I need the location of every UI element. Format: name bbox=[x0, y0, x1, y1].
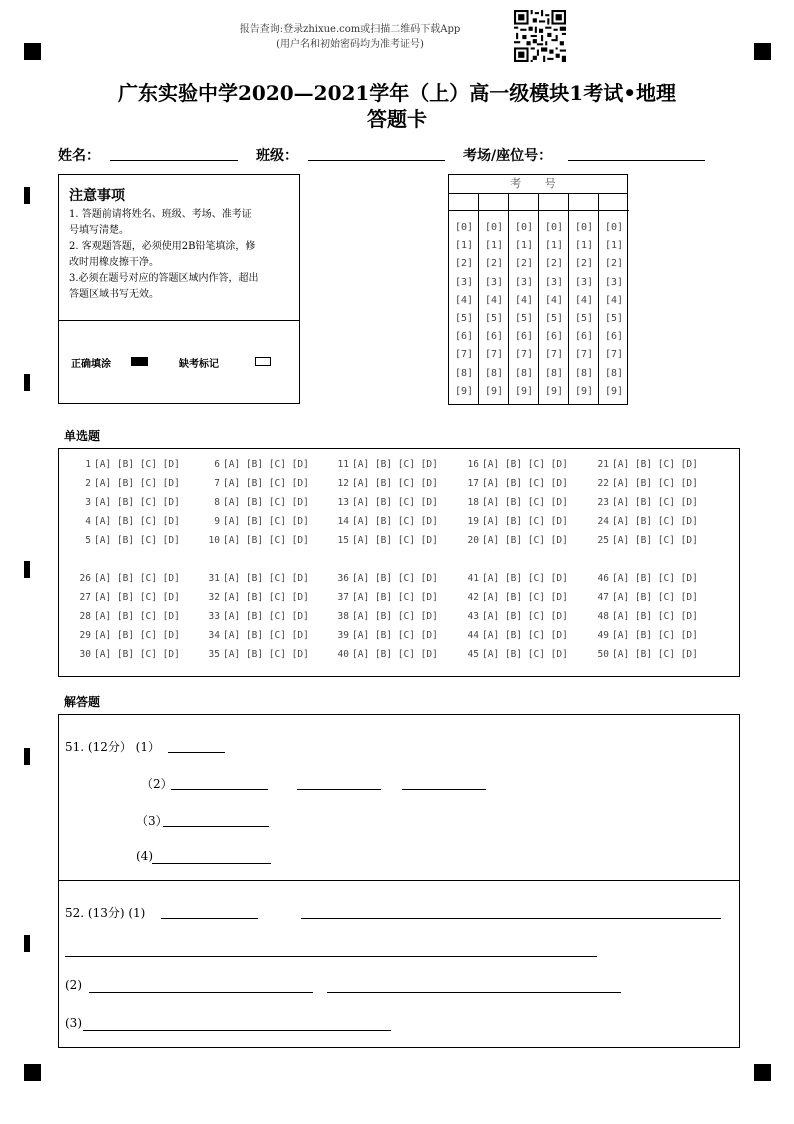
corner-marker-bottom-right bbox=[754, 1064, 771, 1081]
mc-question-number: 10 bbox=[208, 535, 220, 546]
notice-item: 3.必须在题号对应的答题区域内作答，超出 bbox=[69, 273, 259, 284]
notice-heading: 注意事项 bbox=[69, 188, 125, 204]
exam-id-bubble[interactable]: [3] bbox=[514, 276, 534, 288]
mc-options[interactable]: [A] [B] [C] [D] bbox=[352, 516, 438, 527]
mc-question[interactable] bbox=[593, 497, 698, 508]
mc-question-number: 12 bbox=[337, 478, 349, 489]
mc-options[interactable]: [A] [B] [C] [D] bbox=[223, 478, 309, 489]
notice-divider bbox=[59, 320, 299, 321]
mc-question[interactable] bbox=[333, 573, 438, 584]
mc-options[interactable]: [A] [B] [C] [D] bbox=[482, 630, 568, 641]
exam-id-bubble[interactable]: [1] bbox=[514, 240, 534, 252]
q51-2a-answer-line[interactable] bbox=[171, 788, 268, 790]
mc-question-number: 32 bbox=[208, 592, 220, 603]
page-title: 广东实验中学2020—2021学年（上）高一级模块1考试•地理 bbox=[117, 81, 677, 105]
mc-options[interactable]: [A] [B] [C] [D] bbox=[94, 535, 180, 546]
mc-question-number: 44 bbox=[467, 630, 479, 641]
report-note bbox=[200, 22, 500, 52]
class-field[interactable] bbox=[308, 159, 445, 161]
mc-options[interactable]: [A] [B] [C] [D] bbox=[612, 497, 698, 508]
mc-question[interactable] bbox=[204, 459, 309, 470]
exam-id-bubble[interactable]: [5] bbox=[604, 313, 624, 325]
mc-question[interactable] bbox=[204, 497, 309, 508]
mc-question-number: 29 bbox=[79, 630, 91, 641]
mc-options[interactable]: [A] [B] [C] [D] bbox=[352, 649, 438, 660]
q51-4-label: (4) bbox=[136, 849, 153, 863]
exam-id-bubble[interactable]: [7] bbox=[574, 349, 594, 361]
exam-id-bubble[interactable]: [5] bbox=[484, 313, 504, 325]
mc-question[interactable] bbox=[75, 592, 180, 603]
mc-question[interactable] bbox=[204, 630, 309, 641]
mc-options[interactable]: [A] [B] [C] [D] bbox=[94, 478, 180, 489]
mc-question[interactable] bbox=[204, 478, 309, 489]
mc-question[interactable] bbox=[593, 630, 698, 641]
mc-question[interactable] bbox=[593, 649, 698, 660]
mc-question[interactable] bbox=[75, 478, 180, 489]
mc-options[interactable]: [A] [B] [C] [D] bbox=[94, 459, 180, 470]
exam-id-bubble[interactable]: [9] bbox=[484, 385, 504, 397]
mc-question[interactable] bbox=[333, 459, 438, 470]
corner-marker-bottom-left bbox=[24, 1064, 41, 1081]
mc-question[interactable] bbox=[75, 649, 180, 660]
mc-options[interactable]: [A] [B] [C] [D] bbox=[223, 497, 309, 508]
mc-question[interactable] bbox=[463, 573, 568, 584]
mc-question[interactable] bbox=[204, 649, 309, 660]
exam-id-bubble[interactable]: [6] bbox=[514, 331, 534, 343]
mc-question[interactable] bbox=[204, 611, 309, 622]
mc-question[interactable] bbox=[333, 611, 438, 622]
exam-id-bubble[interactable]: [4] bbox=[454, 294, 474, 306]
exam-id-bubble[interactable]: [9] bbox=[544, 385, 564, 397]
mc-question-number: 11 bbox=[337, 459, 349, 470]
timing-mark bbox=[24, 935, 30, 952]
mc-question[interactable] bbox=[593, 611, 698, 622]
mc-options[interactable]: [A] [B] [C] [D] bbox=[612, 478, 698, 489]
name-label: 姓名： bbox=[58, 148, 100, 164]
exam-id-bubble[interactable]: [9] bbox=[574, 385, 594, 397]
mc-question-number: 23 bbox=[597, 497, 609, 508]
mc-options[interactable]: [A] [B] [C] [D] bbox=[612, 611, 698, 622]
mc-question[interactable] bbox=[333, 516, 438, 527]
exam-id-bubble[interactable]: [3] bbox=[604, 276, 624, 288]
exam-id-column bbox=[569, 193, 599, 405]
exam-id-bubble[interactable]: [2] bbox=[604, 258, 624, 270]
mc-question[interactable] bbox=[593, 592, 698, 603]
exam-id-bubble[interactable]: [4] bbox=[544, 294, 564, 306]
mc-options[interactable]: [A] [B] [C] [D] bbox=[612, 459, 698, 470]
mc-question-number: 7 bbox=[214, 478, 220, 489]
exam-id-bubble[interactable]: [3] bbox=[574, 276, 594, 288]
absent-mark-checkbox[interactable] bbox=[255, 357, 271, 366]
class-label: 班级： bbox=[256, 148, 298, 164]
mc-question-number: 40 bbox=[337, 649, 349, 660]
corner-marker-top-left bbox=[24, 43, 41, 60]
exam-id-bubble[interactable]: [7] bbox=[454, 349, 474, 361]
mc-question-number: 31 bbox=[208, 573, 220, 584]
exam-id-bubble[interactable]: [7] bbox=[484, 349, 504, 361]
exam-id-bubble[interactable]: [5] bbox=[544, 313, 564, 325]
exam-id-bubble[interactable]: [6] bbox=[454, 331, 474, 343]
exam-id-bubble[interactable]: [2] bbox=[514, 258, 534, 270]
mc-options[interactable]: [A] [B] [C] [D] bbox=[352, 630, 438, 641]
answers-box bbox=[58, 714, 740, 1048]
mc-question[interactable] bbox=[204, 516, 309, 527]
mc-options[interactable]: [A] [B] [C] [D] bbox=[223, 649, 309, 660]
exam-id-bubble[interactable]: [7] bbox=[604, 349, 624, 361]
exam-id-bubble[interactable]: [2] bbox=[484, 258, 504, 270]
mc-question[interactable] bbox=[463, 592, 568, 603]
mc-question[interactable] bbox=[333, 649, 438, 660]
mc-options[interactable]: [A] [B] [C] [D] bbox=[482, 592, 568, 603]
mc-question-number: 18 bbox=[467, 497, 479, 508]
exam-id-bubble[interactable]: [3] bbox=[454, 276, 474, 288]
exam-id-digit-input[interactable] bbox=[599, 193, 629, 211]
q51-head: 51. (12分） (1） bbox=[65, 740, 160, 754]
mc-question[interactable] bbox=[75, 497, 180, 508]
mc-question[interactable] bbox=[75, 630, 180, 641]
mc-question[interactable] bbox=[463, 478, 568, 489]
q52-3-answer-line[interactable] bbox=[83, 1029, 391, 1031]
mc-question[interactable] bbox=[75, 535, 180, 546]
mc-question-number: 25 bbox=[597, 535, 609, 546]
exam-id-bubble[interactable]: [4] bbox=[574, 294, 594, 306]
exam-id-bubble[interactable]: [9] bbox=[604, 385, 624, 397]
answers-divider bbox=[59, 880, 739, 881]
mc-options[interactable]: [A] [B] [C] [D] bbox=[352, 535, 438, 546]
exam-id-bubble[interactable]: [9] bbox=[514, 385, 534, 397]
mc-question-number: 1 bbox=[85, 459, 91, 470]
q51-1-answer-line[interactable] bbox=[168, 751, 225, 753]
exam-id-bubble[interactable]: [3] bbox=[544, 276, 564, 288]
mc-question[interactable] bbox=[333, 592, 438, 603]
mc-question-number: 26 bbox=[79, 573, 91, 584]
mc-options[interactable]: [A] [B] [C] [D] bbox=[482, 573, 568, 584]
q52-2a-answer-line[interactable] bbox=[89, 991, 313, 993]
exam-id-bubble[interactable]: [8] bbox=[454, 367, 474, 379]
exam-id-box bbox=[448, 174, 628, 405]
exam-id-bubble[interactable]: [8] bbox=[574, 367, 594, 379]
mc-options[interactable]: [A] [B] [C] [D] bbox=[352, 459, 438, 470]
report-note-line1: 报告查询:登录zhixue.com或扫描二维码下载App bbox=[239, 24, 461, 35]
mc-question[interactable] bbox=[204, 592, 309, 603]
q52-1a-answer-line[interactable] bbox=[161, 917, 258, 919]
notice-item: 答题区域书写无效。 bbox=[69, 289, 159, 300]
mc-question-number: 2 bbox=[85, 478, 91, 489]
exam-id-bubble[interactable]: [8] bbox=[484, 367, 504, 379]
exam-id-bubble[interactable]: [5] bbox=[514, 313, 534, 325]
notice-item: 号填写清楚。 bbox=[69, 225, 129, 236]
mc-question-number: 19 bbox=[467, 516, 479, 527]
mc-question-number: 8 bbox=[214, 497, 220, 508]
exam-id-bubble[interactable]: [1] bbox=[574, 240, 594, 252]
mc-question-number: 27 bbox=[79, 592, 91, 603]
mc-question-number: 43 bbox=[467, 611, 479, 622]
mc-question[interactable] bbox=[463, 611, 568, 622]
mc-options[interactable]: [A] [B] [C] [D] bbox=[223, 630, 309, 641]
mc-question-number: 36 bbox=[337, 573, 349, 584]
exam-id-bubble[interactable]: [6] bbox=[604, 331, 624, 343]
mc-options[interactable]: [A] [B] [C] [D] bbox=[482, 535, 568, 546]
mc-question[interactable] bbox=[593, 516, 698, 527]
mc-question-number: 42 bbox=[467, 592, 479, 603]
mc-options[interactable]: [A] [B] [C] [D] bbox=[223, 592, 309, 603]
mc-question-number: 28 bbox=[79, 611, 91, 622]
exam-id-bubble[interactable]: [0] bbox=[574, 222, 594, 233]
mc-options[interactable]: [A] [B] [C] [D] bbox=[612, 630, 698, 641]
mc-question[interactable] bbox=[463, 649, 568, 660]
q51-2b-answer-line[interactable] bbox=[297, 788, 381, 790]
exam-id-bubble[interactable]: [2] bbox=[574, 258, 594, 270]
mc-question[interactable] bbox=[333, 497, 438, 508]
mc-question-number: 16 bbox=[467, 459, 479, 470]
absent-legend-label: 缺考标记 bbox=[179, 359, 219, 370]
mc-options[interactable]: [A] [B] [C] [D] bbox=[94, 611, 180, 622]
exam-id-column bbox=[479, 193, 509, 405]
timing-mark bbox=[24, 374, 30, 391]
exam-id-heading: 考 号 bbox=[449, 175, 627, 194]
mc-question-number: 24 bbox=[597, 516, 609, 527]
mc-question[interactable] bbox=[593, 535, 698, 546]
filled-legend-label: 正确填涂 bbox=[71, 359, 111, 370]
exam-id-column bbox=[539, 193, 569, 405]
mc-options[interactable]: [A] [B] [C] [D] bbox=[482, 497, 568, 508]
mc-options[interactable]: [A] [B] [C] [D] bbox=[94, 497, 180, 508]
mc-question-number: 21 bbox=[597, 459, 609, 470]
mc-question[interactable] bbox=[593, 459, 698, 470]
mc-options[interactable]: [A] [B] [C] [D] bbox=[612, 535, 698, 546]
exam-id-bubble[interactable]: [0] bbox=[604, 222, 624, 233]
q52-1c-answer-line[interactable] bbox=[65, 955, 597, 957]
mc-options[interactable]: [A] [B] [C] [D] bbox=[352, 592, 438, 603]
mc-question[interactable] bbox=[593, 478, 698, 489]
q52-2b-answer-line[interactable] bbox=[327, 991, 621, 993]
mc-options[interactable]: [A] [B] [C] [D] bbox=[482, 611, 568, 622]
exam-id-bubble[interactable]: [3] bbox=[484, 276, 504, 288]
mc-options[interactable]: [A] [B] [C] [D] bbox=[94, 649, 180, 660]
exam-id-bubble[interactable]: [4] bbox=[604, 294, 624, 306]
notice-items bbox=[69, 207, 295, 303]
mc-question-number: 34 bbox=[208, 630, 220, 641]
mc-question-number: 13 bbox=[337, 497, 349, 508]
seat-field[interactable] bbox=[568, 159, 705, 161]
mc-options[interactable]: [A] [B] [C] [D] bbox=[223, 459, 309, 470]
mc-options[interactable]: [A] [B] [C] [D] bbox=[94, 516, 180, 527]
mc-question-number: 4 bbox=[85, 516, 91, 527]
mc-question-number: 50 bbox=[597, 649, 609, 660]
mc-options[interactable]: [A] [B] [C] [D] bbox=[223, 516, 309, 527]
mc-question-number: 15 bbox=[337, 535, 349, 546]
mc-options[interactable]: [A] [B] [C] [D] bbox=[612, 516, 698, 527]
mc-question[interactable] bbox=[333, 535, 438, 546]
exam-id-bubble[interactable]: [8] bbox=[544, 367, 564, 379]
corner-marker-top-right bbox=[754, 43, 771, 60]
exam-id-bubble[interactable]: [7] bbox=[544, 349, 564, 361]
mc-options[interactable]: [A] [B] [C] [D] bbox=[352, 497, 438, 508]
timing-mark bbox=[24, 561, 30, 578]
exam-id-digit-input[interactable] bbox=[479, 193, 509, 211]
exam-id-bubble[interactable]: [4] bbox=[514, 294, 534, 306]
exam-id-digit-input[interactable] bbox=[509, 193, 539, 211]
mc-question-number: 6 bbox=[214, 459, 220, 470]
exam-id-bubble[interactable]: [0] bbox=[544, 222, 564, 233]
exam-id-digit-input[interactable] bbox=[539, 193, 569, 211]
timing-mark bbox=[24, 187, 30, 204]
mc-question-number: 22 bbox=[597, 478, 609, 489]
exam-id-bubble[interactable]: [0] bbox=[514, 222, 534, 233]
q52-2-label: (2) bbox=[65, 978, 82, 992]
q51-2c-answer-line[interactable] bbox=[402, 788, 486, 790]
notice-box bbox=[58, 174, 300, 404]
mc-question[interactable] bbox=[204, 573, 309, 584]
name-field[interactable] bbox=[110, 159, 238, 161]
mc-question[interactable] bbox=[463, 459, 568, 470]
mc-question-number: 45 bbox=[467, 649, 479, 660]
mc-question[interactable] bbox=[75, 516, 180, 527]
notice-item: 1. 答题前请将姓名、班级、考场、准考证 bbox=[69, 209, 252, 220]
q52-head: 52. (13分) (1) bbox=[65, 906, 146, 920]
mc-question[interactable] bbox=[75, 459, 180, 470]
exam-id-column bbox=[509, 193, 539, 405]
mc-options[interactable]: [A] [B] [C] [D] bbox=[223, 535, 309, 546]
exam-id-bubble[interactable]: [4] bbox=[484, 294, 504, 306]
exam-id-bubble[interactable]: [2] bbox=[454, 258, 474, 270]
exam-id-bubble[interactable]: [6] bbox=[484, 331, 504, 343]
mc-options[interactable]: [A] [B] [C] [D] bbox=[482, 459, 568, 470]
exam-id-bubble[interactable]: [1] bbox=[604, 240, 624, 252]
mc-question[interactable] bbox=[463, 630, 568, 641]
filled-mark-icon bbox=[131, 357, 148, 366]
mc-question-number: 48 bbox=[597, 611, 609, 622]
exam-id-bubble[interactable]: [8] bbox=[514, 367, 534, 379]
mc-options[interactable]: [A] [B] [C] [D] bbox=[352, 611, 438, 622]
mc-question-number: 30 bbox=[79, 649, 91, 660]
mc-question[interactable] bbox=[333, 478, 438, 489]
answers-label: 解答题 bbox=[64, 695, 101, 709]
mc-options[interactable]: [A] [B] [C] [D] bbox=[94, 592, 180, 603]
mc-options[interactable]: [A] [B] [C] [D] bbox=[94, 630, 180, 641]
mc-question-number: 46 bbox=[597, 573, 609, 584]
report-note-line2: (用户名和初始密码均为准考证号) bbox=[276, 39, 424, 50]
mc-options[interactable]: [A] [B] [C] [D] bbox=[352, 478, 438, 489]
mc-question-number: 20 bbox=[467, 535, 479, 546]
q51-3-answer-line[interactable] bbox=[163, 825, 269, 827]
mc-options[interactable]: [A] [B] [C] [D] bbox=[94, 573, 180, 584]
mc-question-number: 33 bbox=[208, 611, 220, 622]
mc-options[interactable]: [A] [B] [C] [D] bbox=[482, 478, 568, 489]
mc-options[interactable]: [A] [B] [C] [D] bbox=[482, 516, 568, 527]
exam-id-bubble[interactable]: [1] bbox=[484, 240, 504, 252]
mc-options[interactable]: [A] [B] [C] [D] bbox=[612, 592, 698, 603]
mc-options[interactable]: [A] [B] [C] [D] bbox=[223, 573, 309, 584]
exam-id-digit-input[interactable] bbox=[569, 193, 599, 211]
exam-id-bubble[interactable]: [8] bbox=[604, 367, 624, 379]
mc-question-number: 49 bbox=[597, 630, 609, 641]
mc-question-number: 39 bbox=[337, 630, 349, 641]
mc-question[interactable] bbox=[463, 497, 568, 508]
exam-id-bubble[interactable]: [1] bbox=[454, 240, 474, 252]
single-choice-label: 单选题 bbox=[64, 429, 101, 443]
notice-item: 改时用橡皮擦干净。 bbox=[69, 257, 159, 268]
qr-code-icon[interactable] bbox=[514, 10, 566, 62]
exam-id-digit-input[interactable] bbox=[449, 193, 479, 211]
mc-question[interactable] bbox=[75, 611, 180, 622]
mc-question-number: 38 bbox=[337, 611, 349, 622]
mc-question-number: 35 bbox=[208, 649, 220, 660]
mc-question-number: 3 bbox=[85, 497, 91, 508]
exam-id-bubble[interactable]: [2] bbox=[544, 258, 564, 270]
exam-id-column bbox=[449, 193, 479, 405]
mc-options[interactable]: [A] [B] [C] [D] bbox=[352, 573, 438, 584]
mc-question-number: 5 bbox=[85, 535, 91, 546]
mc-options[interactable]: [A] [B] [C] [D] bbox=[612, 649, 698, 660]
q52-1b-answer-line[interactable] bbox=[301, 917, 721, 919]
exam-id-bubble[interactable]: [6] bbox=[544, 331, 564, 343]
mc-options[interactable]: [A] [B] [C] [D] bbox=[612, 573, 698, 584]
page-subtitle: 答题卡 bbox=[367, 107, 427, 131]
q51-4-answer-line[interactable] bbox=[152, 862, 271, 864]
exam-id-column bbox=[599, 193, 629, 405]
exam-id-bubble[interactable]: [6] bbox=[574, 331, 594, 343]
exam-id-bubble[interactable]: [5] bbox=[574, 313, 594, 325]
timing-mark bbox=[24, 748, 30, 765]
mc-question-number: 9 bbox=[214, 516, 220, 527]
mc-question[interactable] bbox=[593, 573, 698, 584]
exam-id-bubble[interactable]: [0] bbox=[484, 222, 504, 233]
exam-id-bubble[interactable]: [9] bbox=[454, 385, 474, 397]
mc-question[interactable] bbox=[333, 630, 438, 641]
q52-3-label: (3) bbox=[65, 1016, 82, 1030]
q51-3-label: （3） bbox=[136, 814, 168, 828]
single-choice-box bbox=[58, 448, 740, 677]
mc-options[interactable]: [A] [B] [C] [D] bbox=[482, 649, 568, 660]
exam-id-bubble[interactable]: [5] bbox=[454, 313, 474, 325]
mc-question-number: 14 bbox=[337, 516, 349, 527]
mc-question-number: 41 bbox=[467, 573, 479, 584]
mc-options[interactable]: [A] [B] [C] [D] bbox=[223, 611, 309, 622]
exam-id-bubble[interactable]: [0] bbox=[454, 222, 474, 233]
mc-question-number: 47 bbox=[597, 592, 609, 603]
mc-question[interactable] bbox=[463, 535, 568, 546]
seat-label: 考场/座位号： bbox=[463, 148, 553, 164]
mc-question[interactable] bbox=[463, 516, 568, 527]
q51-2-label: （2） bbox=[141, 777, 173, 791]
mc-question[interactable] bbox=[75, 573, 180, 584]
notice-item: 2. 客观题答题，必须使用2B铅笔填涂，修 bbox=[69, 241, 256, 252]
mc-question[interactable] bbox=[204, 535, 309, 546]
exam-id-bubble[interactable]: [1] bbox=[544, 240, 564, 252]
exam-id-bubble[interactable]: [7] bbox=[514, 349, 534, 361]
mc-question-number: 37 bbox=[337, 592, 349, 603]
mc-question-number: 17 bbox=[467, 478, 479, 489]
